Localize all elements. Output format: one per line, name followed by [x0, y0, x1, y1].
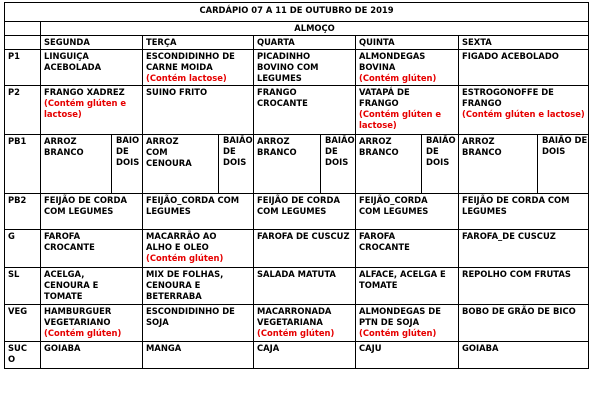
row-label: [5, 305, 41, 342]
menu-cell: [41, 135, 143, 194]
corner-cell: [5, 22, 41, 36]
menu-cell: [356, 50, 459, 86]
row-label: [5, 50, 41, 86]
dish-name: GOIABA: [462, 343, 499, 353]
dish-name: FEIJÃO DE CORDA COM LEGUMES: [257, 195, 340, 216]
menu-cell: [143, 194, 254, 230]
menu-sheet: [4, 2, 588, 369]
menu-cell: [143, 342, 254, 369]
dish-name: ARROZ COM CENOURA: [146, 136, 192, 168]
menu-cell: [254, 86, 356, 135]
dish-name: LINGUIÇA ACEBOLADA: [44, 51, 102, 72]
dish-name: CAJU: [359, 343, 382, 353]
allergen-note: (Contém glúten): [44, 328, 122, 338]
menu-cell: [254, 50, 356, 86]
dish-name: GOIABA: [44, 343, 81, 353]
allergen-note: (Contém glúten e lactose): [462, 109, 585, 119]
row-label-text: SL: [8, 269, 20, 279]
menu-cell: [254, 305, 356, 342]
menu-cell: [459, 135, 589, 194]
menu-cell: [459, 268, 589, 305]
menu-cell: [459, 50, 589, 86]
menu-cell: [254, 230, 356, 268]
menu-cell: [41, 268, 143, 305]
row-label: [5, 135, 41, 194]
row-label: [5, 342, 41, 369]
menu-cell: [143, 135, 254, 194]
menu-cell: [41, 50, 143, 86]
days-header-row: [5, 36, 589, 50]
menu-cell: [459, 194, 589, 230]
dish-name: BOBO DE GRÃO DE BICO: [462, 306, 576, 316]
day-header: TERÇA: [143, 36, 254, 50]
menu-cell: [41, 305, 143, 342]
row-label-text: P1: [8, 51, 20, 61]
menu-cell: [143, 268, 254, 305]
allergen-note: (Contém glúten): [359, 73, 437, 83]
dish-name: MACARRONADA VEGETARIANA: [257, 306, 332, 327]
allergen-note: (Contém glúten): [359, 328, 437, 338]
row-label-text: PB1: [8, 136, 27, 146]
dish-name: FIGADO ACEBOLADO: [462, 51, 559, 61]
dish-name: ARROZ BRANCO: [257, 136, 297, 157]
dish-name: HAMBURGUER VEGETARIANO: [44, 306, 112, 327]
row-label-text: G: [8, 231, 15, 241]
menu-cell: [143, 230, 254, 268]
menu-cell: [459, 305, 589, 342]
menu-title: CARDÁPIO 07 A 11 DE OUTUBRO DE 2019: [5, 3, 589, 22]
allergen-note: (Contém glúten): [146, 253, 224, 263]
menu-row-suco: [5, 342, 589, 369]
menu-cell: [459, 230, 589, 268]
dish-name: FAROFA CROCANTE: [44, 231, 95, 252]
dish-option: BAIÃO DE DOIS: [320, 135, 355, 193]
dish-name: REPOLHO COM FRUTAS: [462, 269, 571, 279]
dish-option: BAIÃO DE DOIS: [218, 135, 253, 193]
dish-name: ESCONDIDINHO DE CARNE MOIDA: [146, 51, 235, 72]
allergen-note: (Contém glúten e lactose): [359, 109, 442, 130]
allergen-note: (Contém glúten): [257, 328, 335, 338]
menu-cell: [41, 230, 143, 268]
dish-option: BAIÃO DE DOIS: [537, 135, 588, 193]
day-header: SEXTA: [459, 36, 589, 50]
menu-cell: [254, 135, 356, 194]
menu-cell: [143, 86, 254, 135]
allergen-note: (Contém glúten e lactose): [44, 98, 127, 119]
menu-cell: [459, 342, 589, 369]
dish-name: MACARRÃO AO ALHO E OLEO: [146, 231, 217, 252]
row-label: [5, 230, 41, 268]
day-header: SEGUNDA: [41, 36, 143, 50]
dish-name: ACELGA, CENOURA E TOMATE: [44, 269, 99, 301]
row-label: [5, 194, 41, 230]
menu-cell: [356, 230, 459, 268]
dish-name: FEIJÃO_CORDA COM LEGUMES: [359, 195, 429, 216]
day-header: QUINTA: [356, 36, 459, 50]
dish-option: BAIO DE DOIS: [111, 135, 142, 193]
menu-row-sl: [5, 268, 589, 305]
menu-cell: [41, 342, 143, 369]
menu-row-p1: [5, 50, 589, 86]
menu-row-veg: [5, 305, 589, 342]
dish-name: FRANGO CROCANTE: [257, 87, 308, 108]
dish-name: FAROFA_DE CUSCUZ: [462, 231, 556, 241]
dish-name: ESTROGONOFFE DE FRANGO: [462, 87, 554, 108]
dish-name: FAROFA DE CUSCUZ: [257, 231, 350, 241]
row-label-text: VEG: [8, 306, 28, 316]
dish-name: ARROZ BRANCO: [359, 136, 399, 157]
dish-name: SALADA MATUTA: [257, 269, 336, 279]
row-label: [5, 86, 41, 135]
dish-name: FAROFA CROCANTE: [359, 231, 410, 252]
menu-table: [4, 2, 589, 369]
menu-cell: [254, 342, 356, 369]
dish-name: ALFACE, ACELGA E TOMATE: [359, 269, 446, 290]
dish-name: ARROZ BRANCO: [44, 136, 84, 157]
menu-cell: [254, 194, 356, 230]
dish-name: FEIJÃO DE CORDA COM LEGUMES: [44, 195, 127, 216]
menu-row-g: [5, 230, 589, 268]
menu-cell: [356, 86, 459, 135]
menu-cell: [356, 342, 459, 369]
dish-name: ARROZ BRANCO: [462, 136, 502, 157]
menu-cell: [356, 135, 459, 194]
dish-name: ALMONDEGAS DE PTN DE SOJA: [359, 306, 441, 327]
dish-name: ESCONDIDINHO DE SOJA: [146, 306, 235, 327]
day-header: QUARTA: [254, 36, 356, 50]
menu-cell: [356, 305, 459, 342]
dish-name: MANGA: [146, 343, 182, 353]
dish-name: FRANGO XADREZ: [44, 87, 125, 97]
dish-name: VATAPÁ DE FRANGO: [359, 87, 410, 108]
menu-cell: [41, 86, 143, 135]
menu-cell: [459, 86, 589, 135]
menu-row-pb2: [5, 194, 589, 230]
menu-row-pb1: [5, 135, 589, 194]
dish-name: PICADINHO BOVINO COM LEGUMES: [257, 51, 319, 83]
allergen-note: (Contém lactose): [146, 73, 227, 83]
dish-option: BAIÃO DE DOIS: [421, 135, 458, 193]
row-label-text: P2: [8, 87, 20, 97]
row-label-text: SUC O: [8, 343, 27, 364]
menu-cell: [356, 194, 459, 230]
dish-name: MIX DE FOLHAS, CENOURA E BETERRABA: [146, 269, 224, 301]
menu-cell: [143, 305, 254, 342]
menu-cell: [41, 194, 143, 230]
meal-subtitle: ALMOÇO: [41, 22, 589, 36]
menu-cell: [356, 268, 459, 305]
menu-cell: [254, 268, 356, 305]
menu-cell: [143, 50, 254, 86]
dish-name: ALMONDEGAS BOVINA: [359, 51, 426, 72]
dish-name: SUINO FRITO: [146, 87, 208, 97]
row-label: [5, 268, 41, 305]
dish-name: FEIJÃO DE CORDA COM LEGUMES: [462, 195, 570, 216]
row-label-text: PB2: [8, 195, 27, 205]
menu-row-p2: [5, 86, 589, 135]
dish-name: CAJA: [257, 343, 280, 353]
header-blank-cell: [5, 36, 41, 50]
dish-name: FEIJÃO_CORDA COM LEGUMES: [146, 195, 240, 216]
